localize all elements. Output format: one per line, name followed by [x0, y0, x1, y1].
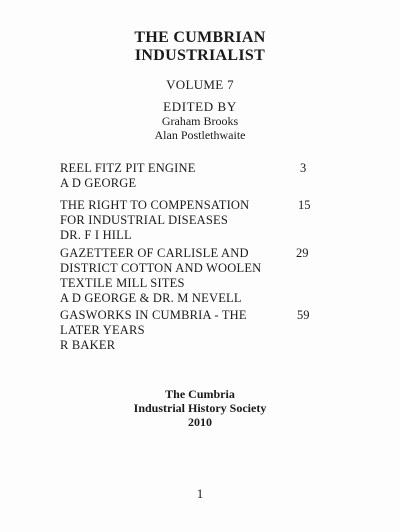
toc-author-line: A D GEORGE: [60, 176, 137, 190]
publication-year: 2010: [188, 415, 212, 429]
toc-title-line: TEXTILE MILL SITES: [60, 276, 185, 290]
toc-entry: [60, 161, 360, 191]
toc-title-line: THE RIGHT TO COMPENSATION: [60, 198, 250, 212]
toc-page-number: 3: [300, 161, 307, 175]
toc-title-line: DISTRICT COTTON AND WOOLEN: [60, 261, 262, 275]
toc-entry-text: [60, 198, 290, 243]
toc-author-line: R BAKER: [60, 338, 116, 352]
title-line-1: THE CUMBRIAN: [134, 29, 266, 46]
toc-title-line: LATER YEARS: [60, 323, 145, 337]
editor-name: Alan Postlethwaite: [154, 128, 246, 142]
publisher-line: The Cumbria: [165, 387, 235, 401]
toc-entry: [60, 308, 360, 353]
title-line-2: INDUSTRIALIST: [134, 47, 266, 64]
toc-title-line: GAZETTEER OF CARLISLE AND: [60, 246, 249, 260]
toc-entry-text: [60, 308, 290, 353]
edited-by-label: EDITED BY: [163, 99, 237, 114]
toc-page-number: 59: [297, 308, 310, 322]
toc-entry-text: [60, 161, 290, 191]
publisher-line: Industrial History Society: [133, 401, 267, 415]
toc-author-line: DR. F I HILL: [60, 228, 132, 242]
toc-entry: [60, 246, 360, 306]
toc-author-line: A D GEORGE & DR. M NEVELL: [60, 291, 242, 305]
toc-entry: [60, 198, 360, 243]
toc-entry-text: [60, 246, 290, 306]
toc-title-line: REEL FITZ PIT ENGINE: [60, 161, 196, 175]
toc-page-number: 29: [296, 246, 309, 260]
toc-title-line: GASWORKS IN CUMBRIA - THE: [60, 308, 247, 322]
editors-block: [0, 100, 400, 142]
toc-title-line: FOR INDUSTRIAL DISEASES: [60, 213, 229, 227]
toc-page-number: 15: [298, 198, 311, 212]
editor-name: Graham Brooks: [161, 114, 239, 128]
publisher-block: [0, 387, 400, 429]
page-number: 1: [196, 486, 204, 501]
volume-label: VOLUME 7: [166, 77, 234, 92]
